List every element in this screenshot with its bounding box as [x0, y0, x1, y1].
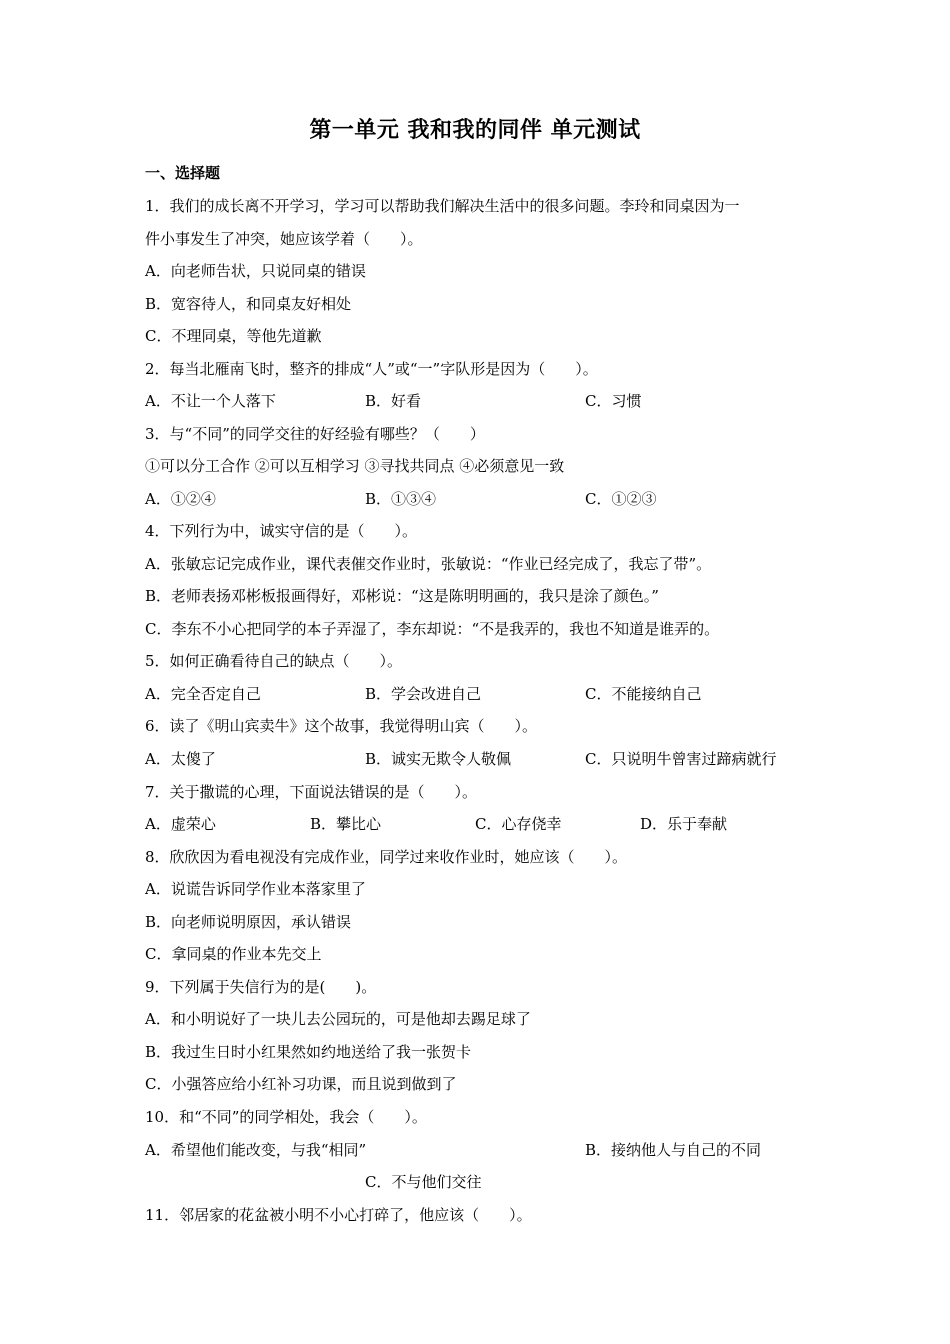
question-6-option-b: B．诚实无欺令人敬佩: [365, 750, 512, 768]
page-title: 第一单元 我和我的同伴 单元测试: [309, 118, 641, 143]
section-heading: 一、选择题: [145, 164, 221, 182]
question-1-stem-line-2: 件小事发生了冲突，她应该学着（ ）。: [145, 230, 423, 248]
question-9-stem: 9．下列属于失信行为的是( )。: [145, 978, 377, 996]
question-8-stem: 8．欣欣因为看电视没有完成作业，同学过来收作业时，她应该（ ）。: [145, 848, 628, 866]
question-9-option-a: A．和小明说好了一块儿去公园玩的，可是他却去踢足球了: [145, 1010, 531, 1028]
question-8-option-c: C．拿同桌的作业本先交上: [145, 945, 322, 963]
question-4-option-c: C．李东不小心把同学的本子弄湿了，李东却说：“不是我弄的，我也不知道是谁弄的。: [145, 620, 720, 638]
question-7-option-c: C．心存侥幸: [475, 815, 562, 833]
question-10-stem: 10．和“不同”的同学相处，我会（ ）。: [145, 1108, 427, 1126]
question-5-stem: 5．如何正确看待自己的缺点（ ）。: [145, 652, 403, 670]
question-9-option-b: B．我过生日时小红果然如约地送给了我一张贺卡: [145, 1043, 472, 1061]
question-2-stem: 2．每当北雁南飞时，整齐的排成“人”或“一”字队形是因为（ ）。: [145, 360, 598, 378]
question-5-option-a: A．完全否定自己: [145, 685, 261, 703]
question-1-option-c: C．不理同桌，等他先道歉: [145, 327, 322, 345]
question-3-option-a: A．①②④: [145, 490, 216, 508]
question-7-option-b: B．攀比心: [310, 815, 382, 833]
question-5-option-c: C．不能接纳自己: [585, 685, 702, 703]
question-9-option-c: C．小强答应给小红补习功课，而且说到做到了: [145, 1075, 457, 1093]
question-10-option-c: C．不与他们交往: [365, 1173, 482, 1191]
question-10-option-b: B．接纳他人与自己的不同: [585, 1141, 762, 1159]
question-3-statements: ①可以分工合作 ②可以互相学习 ③寻找共同点 ④必须意见一致: [145, 457, 565, 475]
question-11-stem: 11．邻居家的花盆被小明不小心打碎了，他应该（ ）。: [145, 1206, 532, 1224]
question-2-option-b: B．好看: [365, 392, 422, 410]
question-8-option-a: A．说谎告诉同学作业本落家里了: [145, 880, 366, 898]
question-3-option-c: C．①②③: [585, 490, 657, 508]
question-8-option-b: B．向老师说明原因，承认错误: [145, 913, 352, 931]
question-1-option-b: B．宽容待人，和同桌友好相处: [145, 295, 352, 313]
question-7-option-d: D．乐于奉献: [640, 815, 728, 833]
question-6-stem: 6．读了《明山宾卖牛》这个故事，我觉得明山宾（ ）。: [145, 717, 538, 735]
question-7-stem: 7．关于撒谎的心理，下面说法错误的是（ ）。: [145, 783, 478, 801]
question-3-option-b: B．①③④: [365, 490, 437, 508]
question-4-option-a: A．张敏忘记完成作业，课代表催交作业时，张敏说：“作业已经完成了，我忘了带”。: [145, 555, 712, 573]
question-1-stem-line-1: 1．我们的成长离不开学习，学习可以帮助我们解决生活中的很多问题。李玲和同桌因为一: [145, 197, 740, 215]
question-5-option-b: B．学会改进自己: [365, 685, 482, 703]
question-7-option-a: A．虚荣心: [145, 815, 216, 833]
question-2-option-c: C．习惯: [585, 392, 642, 410]
question-4-option-b: B．老师表扬邓彬板报画得好，邓彬说：“这是陈明明画的，我只是涂了颜色。”: [145, 587, 659, 605]
question-1-option-a: A．向老师告状，只说同桌的错误: [145, 262, 366, 280]
question-6-option-c: C．只说明牛曾害过蹄病就行: [585, 750, 777, 768]
question-2-option-a: A．不让一个人落下: [145, 392, 276, 410]
question-6-option-a: A．太傻了: [145, 750, 216, 768]
question-3-stem: 3．与“不同”的同学交往的好经验有哪些？（ ）: [145, 425, 485, 443]
question-10-option-a: A．希望他们能改变，与我“相同”: [145, 1141, 367, 1159]
question-4-stem: 4．下列行为中，诚实守信的是（ ）。: [145, 522, 418, 540]
